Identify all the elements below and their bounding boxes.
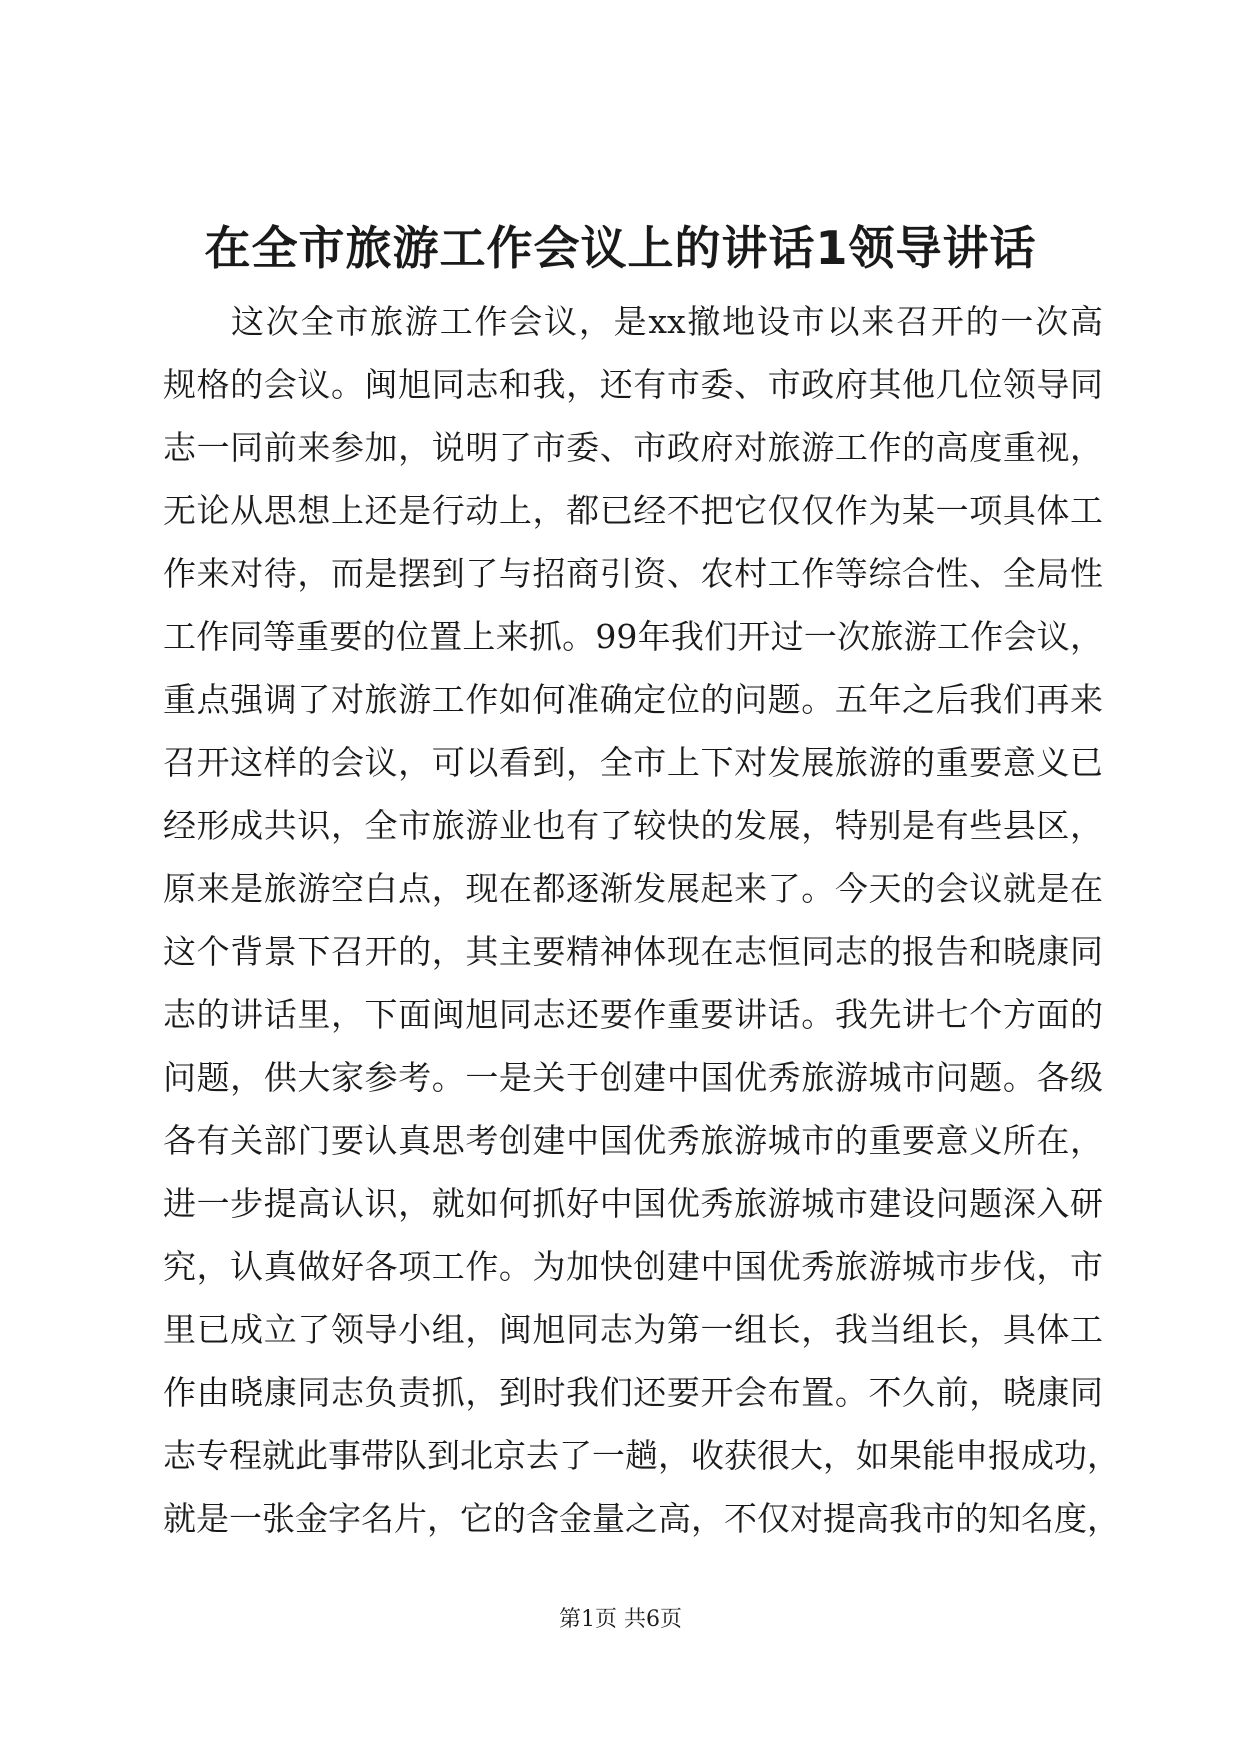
body-line: 作来对待，而是摆到了与招商引资、农村工作等综合性、全局性 [163,554,1103,593]
body-line: 无论从思想上还是行动上，都已经不把它仅仅作为某一项具体工 [163,491,1103,530]
body-line: 志专程就此事带队到北京去了一趟，收获很大，如果能申报成功， [163,1436,1120,1475]
body-line: 经形成共识，全市旅游业也有了较快的发展，特别是有些县区， [163,806,1103,845]
body-line: 规格的会议。闽旭同志和我，还有市委、市政府其他几位领导同 [163,365,1103,404]
body-line: 进一步提高认识，就如何抓好中国优秀旅游城市建设问题深入研 [163,1184,1103,1223]
body-line: 志的讲话里，下面闽旭同志还要作重要讲话。我先讲七个方面的 [163,995,1103,1034]
body-line: 志一同前来参加，说明了市委、市政府对旅游工作的高度重视， [163,428,1103,467]
document-title: 在全市旅游工作会议上的讲话1领导讲话 [204,221,1037,275]
body-line: 里已成立了领导小组，闽旭同志为第一组长，我当组长，具体工 [163,1310,1103,1349]
body-line: 重点强调了对旅游工作如何准确定位的问题。五年之后我们再来 [163,680,1103,719]
body-line: 这个背景下召开的，其主要精神体现在志恒同志的报告和晓康同 [163,932,1103,971]
body-line: 究，认真做好各项工作。为加快创建中国优秀旅游城市步伐，市 [163,1247,1103,1286]
body-line: 召开这样的会议，可以看到，全市上下对发展旅游的重要意义已 [163,743,1103,782]
body-line: 就是一张金字名片，它的含金量之高，不仅对提高我市的知名度， [163,1499,1120,1538]
body-line: 原来是旅游空白点，现在都逐渐发展起来了。今天的会议就是在 [163,869,1103,908]
body-line: 这次全市旅游工作会议，是xx撤地设市以来召开的一次高 [231,302,1103,341]
body-line: 各有关部门要认真思考创建中国优秀旅游城市的重要意义所在， [163,1121,1103,1160]
body-line: 问题，供大家参考。一是关于创建中国优秀旅游城市问题。各级 [163,1058,1103,1097]
body-line: 工作同等重要的位置上来抓。99年我们开过一次旅游工作会议， [163,617,1103,656]
body-line: 作由晓康同志负责抓，到时我们还要开会布置。不久前，晓康同 [163,1373,1103,1412]
page-footer: 第1页 共6页 [559,1607,682,1632]
document-body [163,290,1120,1550]
